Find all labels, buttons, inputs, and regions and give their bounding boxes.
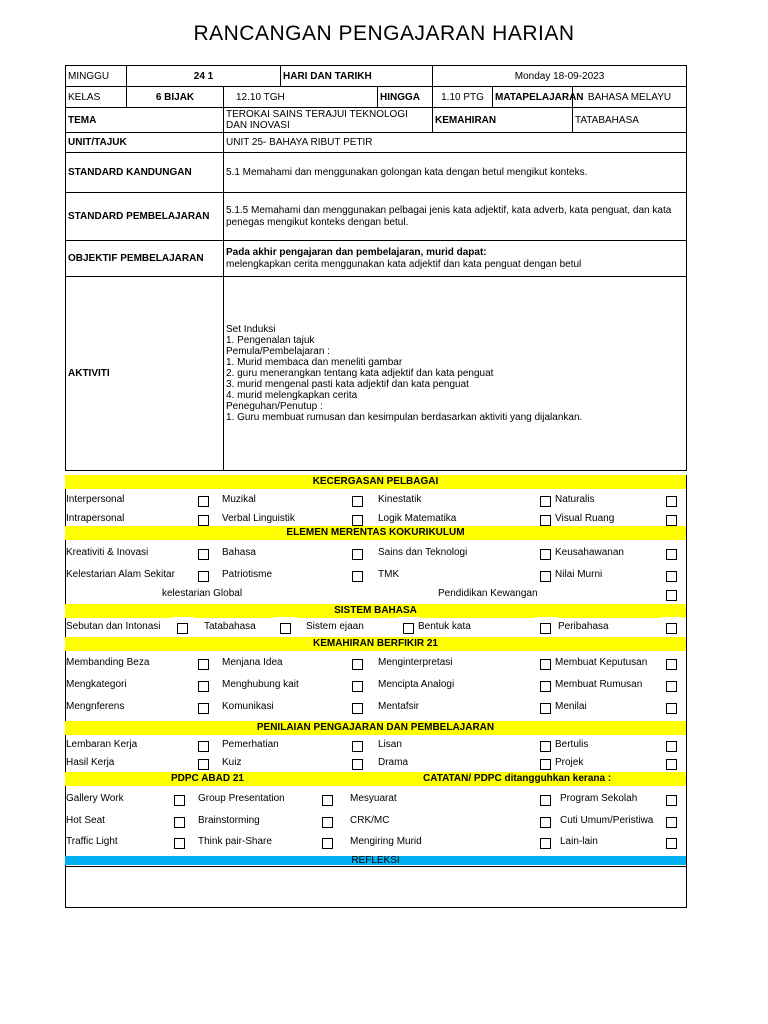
checkbox[interactable] [540, 515, 551, 526]
sp-label: STANDARD PEMBELAJARAN [66, 193, 224, 241]
kecerdasan-item-label: Verbal Linguistik [222, 513, 295, 524]
checkbox[interactable] [198, 659, 209, 670]
kecerdasan-item-label: Naturalis [555, 494, 595, 505]
checkbox[interactable] [352, 741, 363, 752]
kecerdasan-item-label: Visual Ruang [555, 513, 615, 524]
sk-label: STANDARD KANDUNGAN [66, 153, 224, 193]
checkbox[interactable] [198, 571, 209, 582]
elemen-item-label: Patriotisme [222, 569, 273, 580]
pdpc-item-label: Lain-lain [560, 836, 598, 847]
hari-value: Monday 18-09-2023 [433, 66, 687, 87]
berfikir-item-label: Menilai [555, 701, 587, 712]
aktiviti-line: Pemula/Pembelajaran : [226, 346, 330, 357]
mapel-value: BAHASA MELAYU [573, 87, 687, 108]
checkbox[interactable] [198, 703, 209, 714]
minggu-label: MINGGU [66, 66, 127, 87]
mapel-label: MATAPELAJARAN [493, 87, 573, 108]
checkbox[interactable] [540, 759, 551, 770]
minggu-value: 24 1 [127, 66, 281, 87]
pdpc-item-label: Brainstorming [198, 815, 260, 826]
elemen-item-label: kelestarian Global [162, 588, 243, 599]
checkbox[interactable] [198, 759, 209, 770]
elemen-item-label: Nilai Murni [555, 569, 603, 580]
sistem-item-label: Peribahasa [558, 621, 609, 632]
op-line2: melengkapkan cerita menggunakan kata adjektif dan kata penguat dengan betul [226, 258, 582, 270]
pdpc-item-label: Mesyuarat [350, 793, 397, 804]
checkbox[interactable] [540, 703, 551, 714]
checkbox[interactable] [540, 571, 551, 582]
checkbox[interactable] [666, 623, 677, 634]
berfikir-item-label: Menjana Idea [222, 657, 283, 668]
aktiviti-line: Set Induksi [226, 324, 276, 335]
catatan-header: CATATAN/ PDPC ditangguhkan kerana : [365, 772, 686, 786]
penilaian-item-label: Bertulis [555, 739, 589, 750]
pdpc-item-label: Traffic Light [66, 836, 118, 847]
checkbox[interactable] [666, 659, 677, 670]
checkbox[interactable] [666, 759, 677, 770]
kecerdasan-item-label: Logik Matematika [378, 513, 457, 524]
checkbox[interactable] [352, 659, 363, 670]
hari-label: HARI DAN TARIKH [281, 66, 433, 87]
refleksi-header: REFLEKSI [65, 856, 686, 865]
elemen-header: ELEMEN MERENTAS KOKURIKULUM [65, 526, 686, 540]
berfikir-item-label: Menginterpretasi [378, 657, 453, 668]
kecerdasan-item-label: Interpersonal [66, 494, 125, 505]
elemen-item-label: Bahasa [222, 547, 256, 558]
kecerdasan-item-label: Kinestatik [378, 494, 422, 505]
berfikir-item-label: Mengnferens [66, 701, 125, 712]
penilaian-item-label: Projek [555, 757, 584, 768]
elemen-item-label: TMK [378, 569, 400, 580]
sistem-item-label: Bentuk kata [418, 621, 471, 632]
checkbox[interactable] [540, 623, 551, 634]
op-label: OBJEKTIF PEMBELAJARAN [66, 241, 224, 277]
checkbox[interactable] [666, 795, 677, 806]
pdpc-item-label: Cuti Umum/Peristiwa [560, 815, 654, 826]
aktiviti-line: 2. guru menerangkan tentang kata adjektif dan kata penguat [226, 368, 494, 379]
berfikir-item-label: Mengkategori [66, 679, 127, 690]
aktiviti-cell [224, 277, 687, 471]
berfikir-item-label: Mencipta Analogi [378, 679, 455, 690]
checkbox[interactable] [198, 549, 209, 560]
penilaian-header: PENILAIAN PENGAJARAN DAN PEMBELAJARAN [65, 721, 686, 735]
elemen-item-label: Kelestarian Alam Sekitar [66, 569, 175, 580]
checkbox[interactable] [540, 838, 551, 849]
sistem-item-label: Sistem ejaan [306, 621, 364, 632]
berfikir-item-label: Mentafsir [378, 701, 420, 712]
checkbox[interactable] [666, 838, 677, 849]
time-end: 1.10 PTG [433, 87, 493, 108]
tema-label: TEMA [66, 108, 224, 133]
elemen-item-label: Keusahawanan [555, 547, 624, 558]
berfikir-item-label: Membuat Rumusan [555, 679, 643, 690]
checkbox[interactable] [666, 496, 677, 507]
checkbox[interactable] [352, 571, 363, 582]
kelas-value: 6 BIJAK [127, 87, 224, 108]
checkbox[interactable] [174, 795, 185, 806]
op-line1: Pada akhir pengajaran dan pembelajaran, murid dapat: [226, 246, 487, 258]
pdpc-item-label: Think pair-Share [198, 836, 272, 847]
pdpc-header: PDPC ABAD 21 [65, 772, 365, 786]
sistem-item-label: Tatabahasa [204, 621, 256, 632]
unit-value: UNIT 25- BAHAYA RIBUT PETIR [224, 133, 687, 153]
checkbox[interactable] [540, 659, 551, 670]
aktiviti-line: 1. Pengenalan tajuk [226, 335, 315, 346]
aktiviti-list [226, 324, 684, 423]
checkbox[interactable] [174, 817, 185, 828]
sistem-header: SISTEM BAHASA [65, 604, 686, 618]
aktiviti-label: AKTIVITI [66, 277, 224, 471]
checkbox[interactable] [540, 741, 551, 752]
penilaian-item-label: Lisan [378, 739, 402, 750]
checkbox[interactable] [666, 590, 677, 601]
checkbox[interactable] [666, 571, 677, 582]
aktiviti-line: Peneguhan/Penutup : [226, 401, 323, 412]
berfikir-item-label: Membanding Beza [66, 657, 150, 668]
checkbox[interactable] [198, 741, 209, 752]
kemahiran-label: KEMAHIRAN [433, 108, 573, 133]
elemen-item-label: Sains dan Teknologi [378, 547, 468, 558]
checkbox[interactable] [666, 681, 677, 692]
checkbox[interactable] [280, 623, 291, 634]
tema-value: TEROKAI SAINS TERAJUI TEKNOLOGI DAN INOVASI [224, 108, 433, 133]
berfikir-item-label: Menghubung kait [222, 679, 299, 690]
berfikir-item-label: Membuat Keputusan [555, 657, 648, 668]
checkbox[interactable] [352, 759, 363, 770]
checkbox[interactable] [322, 795, 333, 806]
checkbox[interactable] [540, 496, 551, 507]
pdpc-item-label: Program Sekolah [560, 793, 638, 804]
hingga-label: HINGGA [378, 87, 433, 108]
aktiviti-line: 1. Murid membaca dan meneliti gambar [226, 357, 403, 368]
checkbox[interactable] [403, 623, 414, 634]
sk-value: 5.1 Memahami dan menggunakan golongan kata dengan betul mengikut konteks. [224, 153, 687, 193]
checkbox[interactable] [540, 549, 551, 560]
checkbox[interactable] [666, 549, 677, 560]
pdpc-item-label: Mengiring Murid [350, 836, 422, 847]
checkbox[interactable] [198, 681, 209, 692]
elemen-item-label: Kreativiti & Inovasi [66, 547, 149, 558]
checkbox[interactable] [540, 795, 551, 806]
checkbox[interactable] [352, 703, 363, 714]
checkbox[interactable] [177, 623, 188, 634]
kecerdasan-header: KECERGASAN PELBAGAI [65, 475, 686, 489]
pdpc-item-label: Gallery Work [66, 793, 124, 804]
checkbox[interactable] [352, 549, 363, 560]
berfikir-header: KEMAHIRAN BERFIKIR 21 [65, 637, 686, 651]
checkbox[interactable] [540, 817, 551, 828]
elemen-item-label: Pendidikan Kewangan [438, 588, 538, 599]
checkbox[interactable] [198, 496, 209, 507]
sistem-item-label: Sebutan dan Intonasi [66, 621, 161, 632]
checkbox[interactable] [352, 515, 363, 526]
checkbox[interactable] [174, 838, 185, 849]
checkbox[interactable] [198, 515, 209, 526]
aktiviti-line: 1. Guru membuat rumusan dan kesimpulan berdasarkan aktiviti yang dijalankan. [226, 412, 583, 423]
checkbox[interactable] [666, 515, 677, 526]
sp-value: 5.1.5 Memahami dan menggunakan pelbagai jenis kata adjektif, kata adverb, kata penguat, dan kata penegas mengikut konteks dengan betul. [224, 193, 687, 241]
checkbox[interactable] [352, 681, 363, 692]
checkbox[interactable] [666, 741, 677, 752]
checkbox[interactable] [322, 817, 333, 828]
penilaian-item-label: Hasil Kerja [66, 757, 115, 768]
time-start: 12.10 TGH [224, 87, 378, 108]
page-title: RANCANGAN PENGAJARAN HARIAN [193, 22, 575, 45]
kemahiran-value: TATABAHASA [573, 108, 687, 133]
kecerdasan-item-label: Intrapersonal [66, 513, 125, 524]
pdpc-item-label: Hot Seat [66, 815, 105, 826]
pdpc-item-label: Group Presentation [198, 793, 285, 804]
op-cell [224, 241, 687, 277]
checkbox[interactable] [322, 838, 333, 849]
berfikir-item-label: Komunikasi [222, 701, 274, 712]
kelas-label: KELAS [66, 87, 127, 108]
pdpc-item-label: CRK/MC [350, 815, 390, 826]
header-table [65, 65, 687, 471]
penilaian-item-label: Drama [378, 757, 409, 768]
penilaian-item-label: Kuiz [222, 757, 242, 768]
checkbox[interactable] [666, 817, 677, 828]
aktiviti-line: 4. murid melengkapkan cerita [226, 390, 358, 401]
unit-label: UNIT/TAJUK [66, 133, 224, 153]
kecerdasan-item-label: Muzikal [222, 494, 256, 505]
refleksi-box[interactable] [65, 866, 687, 908]
penilaian-item-label: Lembaran Kerja [66, 739, 138, 750]
checkbox[interactable] [540, 681, 551, 692]
checkbox[interactable] [352, 496, 363, 507]
aktiviti-line: 3. murid mengenal pasti kata adjektif dan kata penguat [226, 379, 469, 390]
penilaian-item-label: Pemerhatian [222, 739, 279, 750]
checkbox[interactable] [666, 703, 677, 714]
